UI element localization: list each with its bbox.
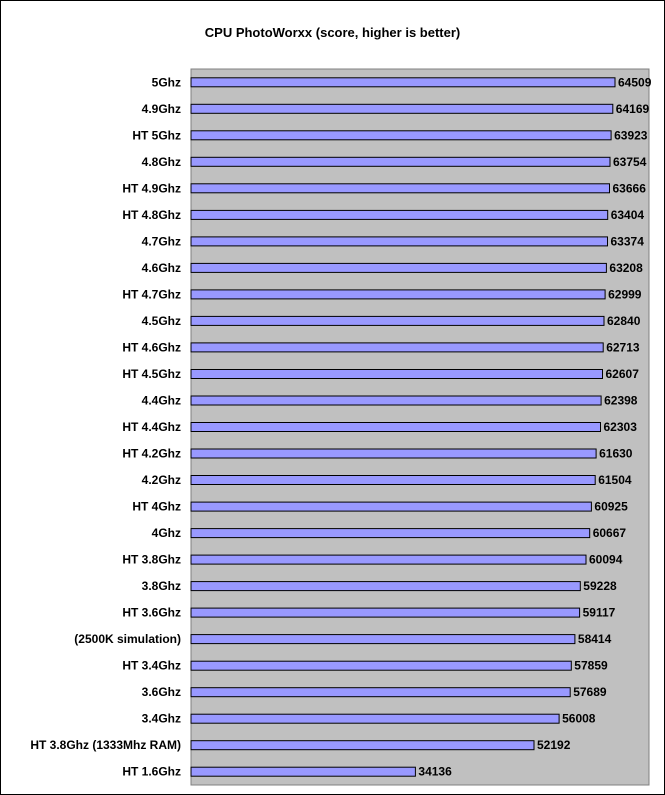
value-label: 57859 — [574, 658, 608, 673]
bar — [191, 184, 610, 193]
bar — [191, 316, 604, 325]
category-label: 4.2Ghz — [141, 473, 181, 487]
bar — [191, 131, 611, 140]
bar — [191, 582, 580, 591]
value-label: 64509 — [618, 75, 652, 90]
chart-title: CPU PhotoWorxx (score, higher is better) — [204, 25, 461, 40]
category-label: 4.6Ghz — [141, 260, 181, 275]
bar — [191, 502, 591, 511]
value-label: 59228 — [583, 579, 617, 594]
bar — [191, 290, 605, 299]
value-label: 63374 — [610, 234, 644, 249]
bar — [191, 661, 571, 670]
bar — [191, 714, 559, 723]
value-label: 60925 — [594, 499, 628, 514]
value-label: 63666 — [612, 181, 646, 196]
value-label: 56008 — [562, 711, 596, 726]
bar — [191, 555, 586, 564]
category-label: HT 4.5Ghz — [122, 367, 181, 381]
value-label: 63404 — [610, 207, 645, 222]
bar — [191, 343, 603, 352]
category-label: 4.8Ghz — [141, 154, 181, 169]
category-label: HT 3.4Ghz — [122, 658, 181, 673]
bar — [191, 237, 608, 246]
category-label: HT 4.8Ghz — [122, 207, 181, 222]
bar — [191, 370, 603, 379]
category-label: 4.7Ghz — [141, 234, 181, 249]
category-labels — [30, 75, 181, 778]
category-label: HT 4.7Ghz — [122, 287, 181, 302]
value-label: 58414 — [577, 632, 612, 647]
bar — [191, 263, 606, 272]
category-label: HT 3.8Ghz — [122, 552, 181, 567]
value-label: 60094 — [589, 552, 623, 567]
category-label: 3.8Ghz — [141, 579, 181, 594]
value-label: 62303 — [603, 420, 637, 434]
category-label: HT 4.6Ghz — [122, 340, 181, 355]
category-label: 4.9Ghz — [141, 101, 181, 116]
value-label: 57689 — [573, 685, 607, 700]
value-label: 62713 — [606, 340, 640, 355]
value-label: 61504 — [598, 473, 632, 487]
bar — [191, 608, 580, 617]
category-label: HT 3.6Ghz — [122, 605, 181, 620]
value-label: 52192 — [537, 738, 571, 753]
bar — [191, 157, 610, 166]
bar — [191, 423, 601, 432]
bar-chart — [1, 1, 664, 794]
value-label: 63923 — [614, 128, 648, 143]
value-label: 62840 — [607, 313, 641, 328]
bar — [191, 741, 534, 750]
value-label: 62607 — [605, 367, 639, 381]
bar — [191, 449, 596, 458]
value-label: 59117 — [582, 605, 616, 620]
category-label: HT 4.2Ghz — [122, 446, 181, 461]
category-label: HT 4.4Ghz — [122, 420, 181, 434]
category-label: 4.4Ghz — [141, 393, 181, 408]
value-label: 62398 — [604, 393, 638, 408]
value-label: 64169 — [615, 101, 650, 116]
bar — [191, 476, 595, 485]
bar — [191, 688, 570, 697]
category-label: HT 5Ghz — [132, 128, 181, 143]
bar — [191, 529, 590, 538]
bar — [191, 635, 575, 644]
value-label: 63208 — [609, 260, 643, 275]
value-label: 34136 — [418, 764, 452, 779]
category-label: 4Ghz — [151, 526, 181, 541]
category-label: HT 3.8Ghz (1333Mhz RAM) — [30, 738, 181, 753]
value-label: 61630 — [599, 446, 633, 461]
category-label: (2500K simulation) — [74, 632, 181, 647]
category-label: 3.4Ghz — [141, 711, 181, 726]
bar — [191, 767, 415, 776]
category-label: HT 4.9Ghz — [122, 181, 181, 196]
value-label: 60667 — [592, 526, 627, 541]
value-label: 62999 — [608, 287, 642, 302]
category-label: HT 4Ghz — [132, 499, 181, 514]
category-label: HT 1.6Ghz — [122, 764, 181, 779]
bar — [191, 396, 601, 405]
bar — [191, 210, 608, 219]
category-label: 3.6Ghz — [141, 685, 181, 700]
category-label: 5Ghz — [151, 75, 181, 90]
value-label: 63754 — [613, 154, 647, 169]
category-label: 4.5Ghz — [141, 313, 181, 328]
bar — [191, 78, 615, 87]
bar — [191, 104, 613, 113]
